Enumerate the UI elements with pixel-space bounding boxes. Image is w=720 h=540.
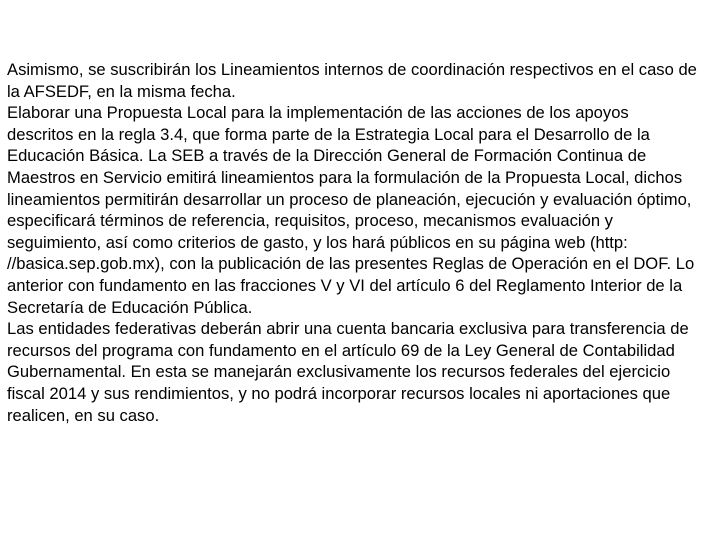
body-text xyxy=(7,59,697,426)
paragraph-cuenta-bancaria: Las entidades federativas deberán abrir una cuenta bancaria exclusiva para transferencia de recursos del programa con fundamento en el artículo 69 de la Ley General de Contabilidad Gubernamental. En esta se manejarán exclusivamente los recursos federales del ejercicio fiscal 2014 y sus rendimientos, y no podrá incorporar recursos locales ni aportaciones que realicen, en su caso. xyxy=(7,319,689,425)
paragraph-propuesta-local: Elaborar una Propuesta Local para la implementación de las acciones de los apoyos descritos en la regla 3.4, que forma parte de la Estrategia Local para el Desarrollo de la Educación Básica. La SEB a través de la Dirección General de Formación Continua de Maestros en Servicio emitirá lineamientos para la formulación de la Propuesta Local, dichos lineamientos permitirán desarrollar un proceso de planeación, ejecución y evaluación óptimo, especificará términos de referencia, requisitos, proceso, mecanismos evaluación y seguimiento, así como criterios de gasto, y los hará públicos en su página web (http: //basica.sep.gob.mx), con la publicación de las presentes Reglas de Operación en el DOF. Lo anterior con fundamento en las fracciones V y VI del artículo 6 del Reglamento Interior de la Secretaría de Educación Pública. xyxy=(7,103,695,317)
paragraph-lineamientos: Asimismo, se suscribirán los Lineamientos internos de coordinación respectivos en el caso de la AFSEDF, en la misma fecha. xyxy=(7,60,697,101)
